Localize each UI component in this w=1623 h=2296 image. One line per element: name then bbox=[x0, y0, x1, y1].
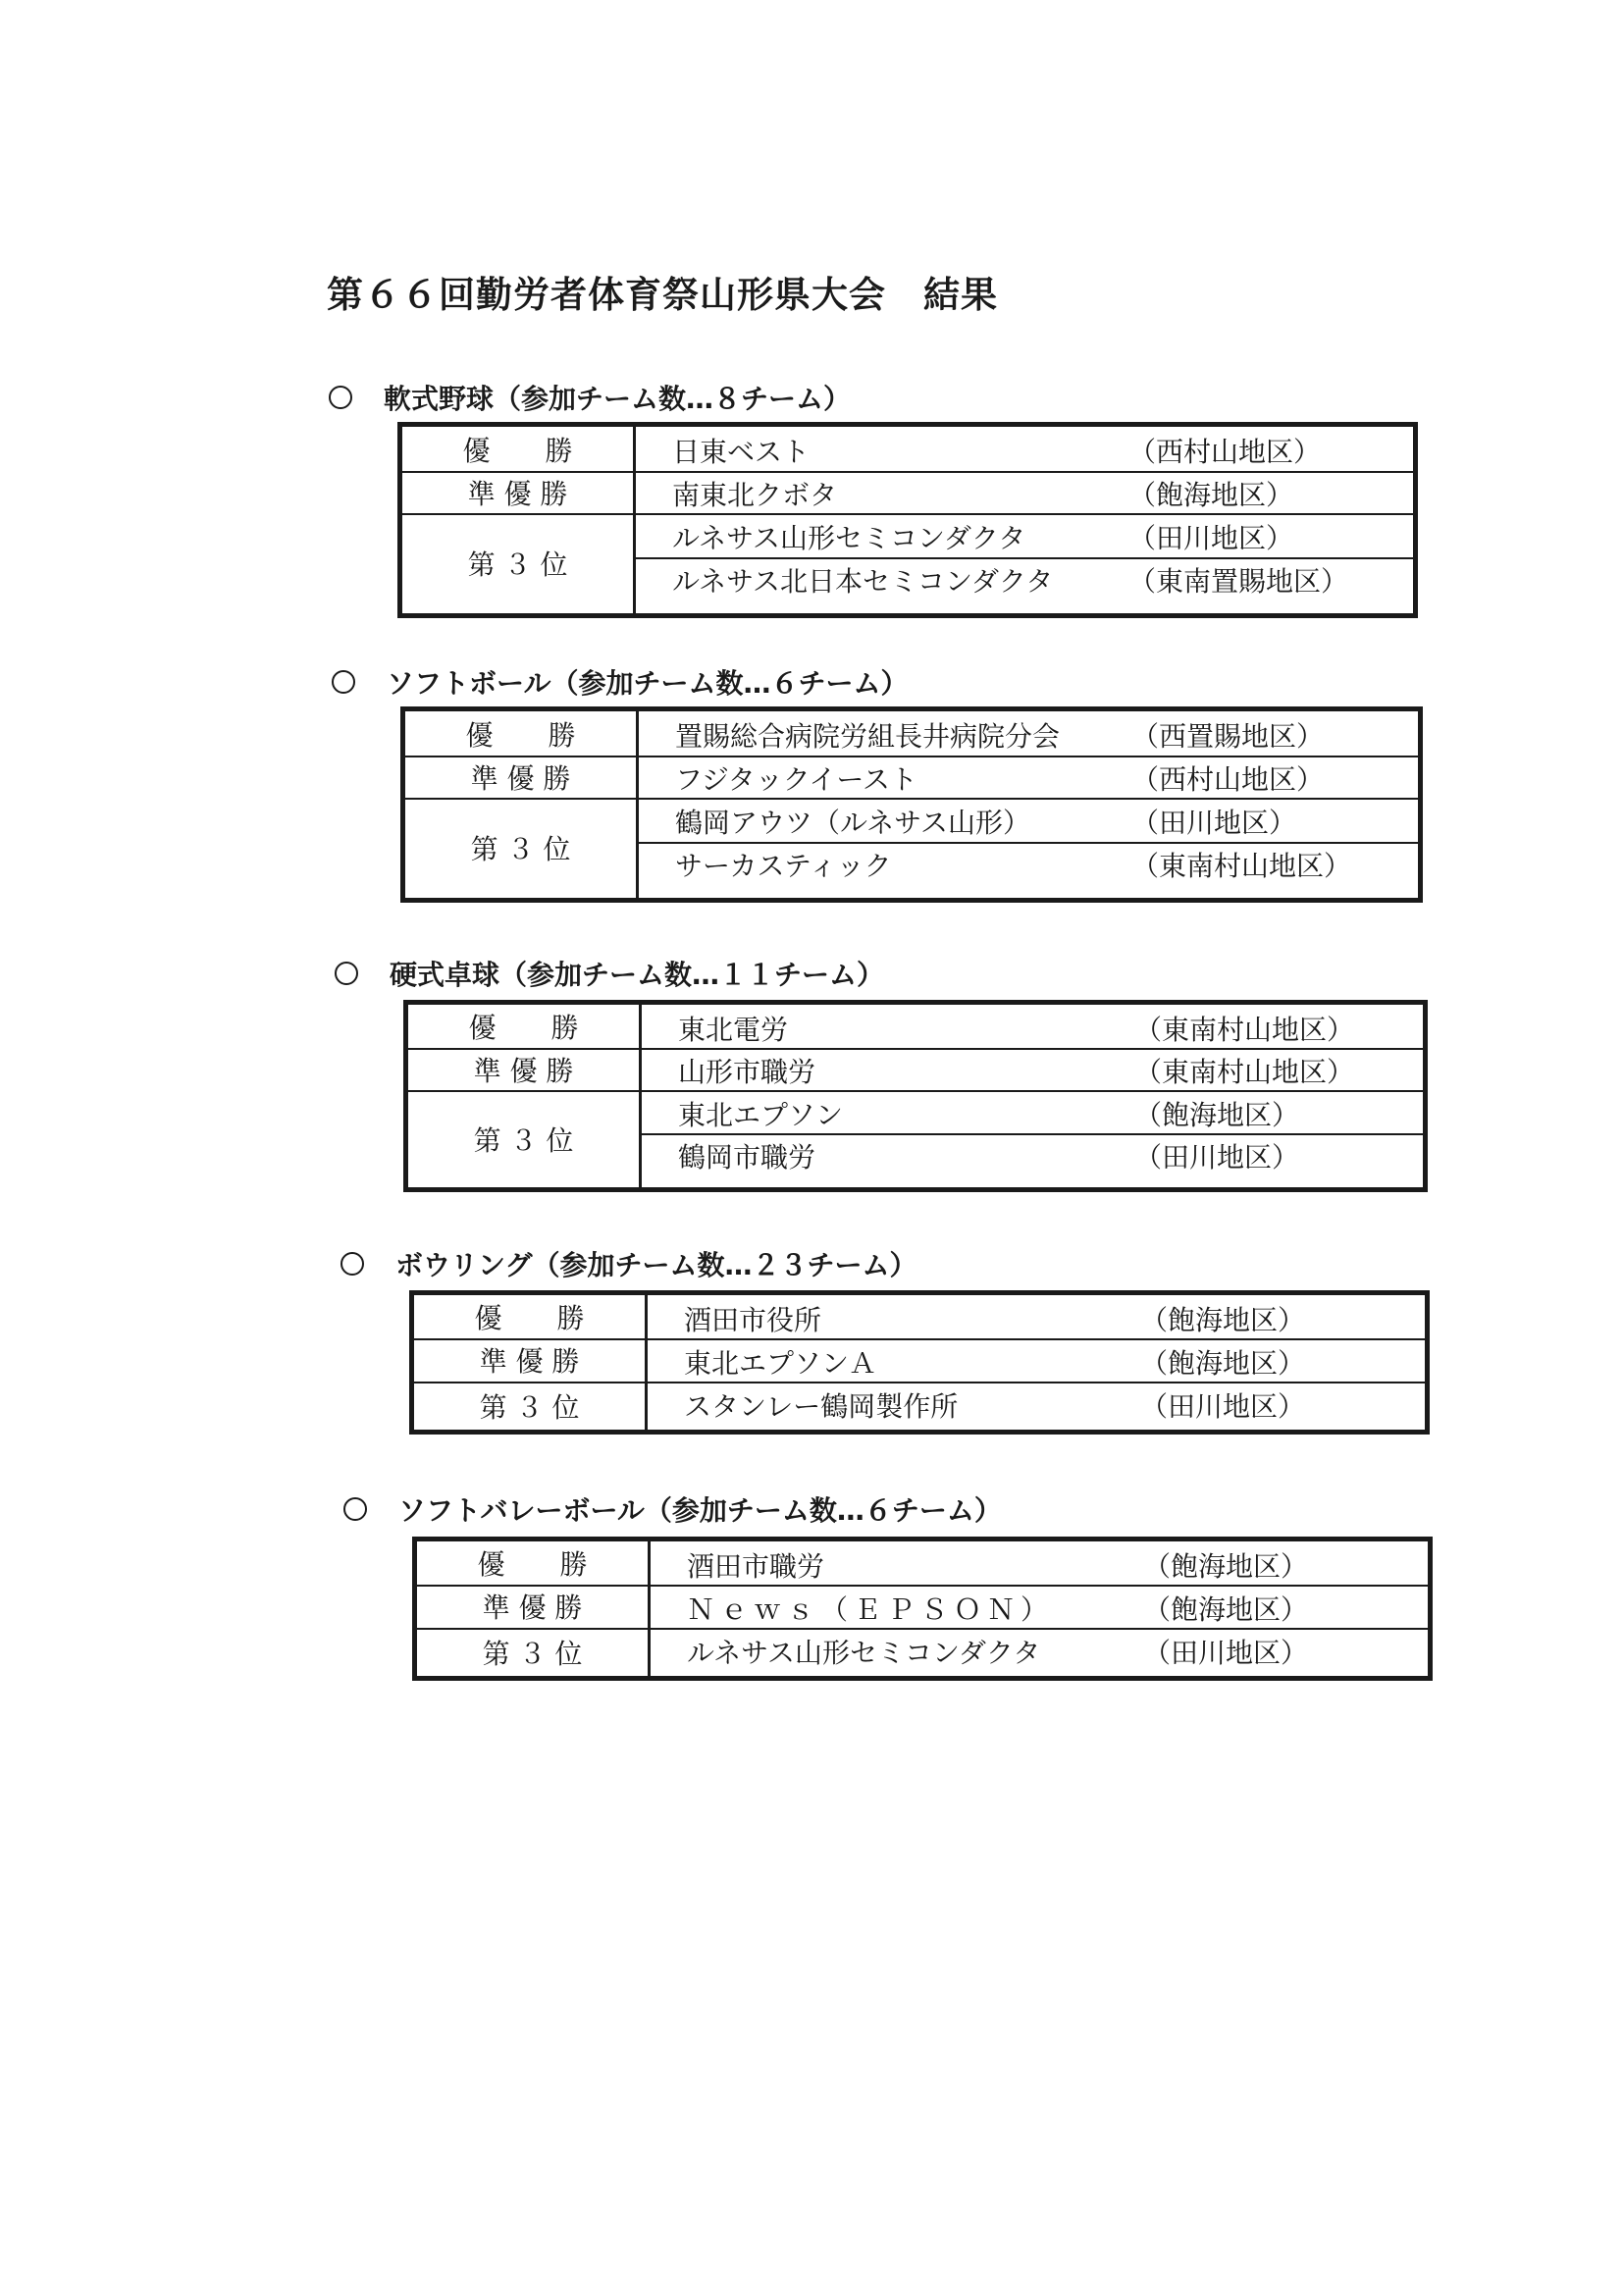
section-heading-text: ソフトバレーボール（参加チーム数…６チーム） bbox=[398, 1494, 1002, 1527]
rank-cell-winner: 優 勝 bbox=[465, 718, 576, 752]
result-table bbox=[397, 422, 1418, 618]
team-name: 置賜総合病院労組長井病院分会 bbox=[675, 720, 1061, 753]
row-divider bbox=[636, 842, 1418, 844]
column-divider bbox=[639, 1005, 642, 1187]
section-bowling bbox=[340, 1244, 1420, 1424]
column-divider bbox=[645, 1295, 648, 1430]
region-name: （田川地区） bbox=[1134, 1141, 1300, 1174]
region-name: （田川地区） bbox=[1143, 1637, 1309, 1669]
team-name: サーカスティック bbox=[675, 850, 892, 882]
team-name: 鶴岡市職労 bbox=[678, 1141, 816, 1174]
rank-cell-winner: 優 勝 bbox=[462, 434, 573, 467]
circle-bullet-icon bbox=[335, 962, 358, 985]
section-heading-text: ボウリング（参加チーム数…２３チーム） bbox=[395, 1249, 917, 1281]
region-name: （田川地区） bbox=[1131, 807, 1297, 839]
region-name: （西村山地区） bbox=[1128, 436, 1322, 468]
team-name: 日東ベスト bbox=[672, 436, 811, 468]
section-heading bbox=[332, 662, 1411, 702]
team-name: 東北電労 bbox=[678, 1014, 789, 1046]
rank-cell-runner-up: 準 優 勝 bbox=[473, 1054, 574, 1087]
team-name: Ｎｅｗｓ（ＥＰＳＯＮ） bbox=[687, 1593, 1055, 1626]
region-name: （飽海地区） bbox=[1143, 1550, 1309, 1583]
row-divider bbox=[633, 557, 1413, 559]
region-name: （西村山地区） bbox=[1131, 763, 1325, 796]
result-table bbox=[409, 1290, 1430, 1435]
row-divider bbox=[639, 1133, 1423, 1135]
team-name: ルネサス山形セミコンダクタ bbox=[672, 522, 1026, 554]
team-name: スタンレー鶴岡製作所 bbox=[684, 1390, 959, 1423]
rank-cell-winner: 優 勝 bbox=[477, 1548, 588, 1581]
rank-cell-winner: 優 勝 bbox=[474, 1302, 585, 1334]
rank-cell-third: 第 ３ 位 bbox=[467, 548, 568, 581]
region-name: （東南村山地区） bbox=[1134, 1056, 1355, 1088]
section-soft-volleyball bbox=[343, 1489, 1423, 1670]
rank-cell-runner-up: 準 優 勝 bbox=[482, 1592, 583, 1624]
column-divider bbox=[636, 711, 639, 898]
team-name: ルネサス北日本セミコンダクタ bbox=[672, 565, 1054, 598]
region-name: （東南置賜地区） bbox=[1128, 565, 1349, 598]
rank-cell-third: 第 ３ 位 bbox=[473, 1123, 574, 1157]
section-heading bbox=[329, 378, 1408, 417]
rank-cell-runner-up: 準 優 勝 bbox=[467, 477, 568, 510]
team-name: 東北エプソンＡ bbox=[684, 1347, 877, 1380]
page-title: 第６６回勤労者体育祭山形県大会 結果 bbox=[327, 274, 998, 316]
column-divider bbox=[633, 427, 636, 613]
section-softball bbox=[332, 662, 1411, 882]
region-name: （田川地区） bbox=[1140, 1390, 1306, 1423]
team-name: 東北エプソン bbox=[678, 1099, 844, 1131]
result-table bbox=[412, 1537, 1433, 1681]
circle-bullet-icon bbox=[329, 386, 352, 409]
section-heading bbox=[335, 954, 1414, 993]
team-name: ルネサス山形セミコンダクタ bbox=[687, 1637, 1041, 1669]
circle-bullet-icon bbox=[332, 670, 355, 694]
column-divider bbox=[648, 1541, 651, 1676]
result-table bbox=[400, 706, 1423, 903]
team-name: 南東北クボタ bbox=[672, 479, 838, 511]
team-name: 鶴岡アウツ（ルネサス山形） bbox=[675, 807, 1031, 839]
circle-bullet-icon bbox=[343, 1497, 367, 1521]
rank-cell-runner-up: 準 優 勝 bbox=[479, 1345, 580, 1378]
rank-cell-third: 第 ３ 位 bbox=[482, 1637, 583, 1670]
section-heading bbox=[340, 1244, 1420, 1283]
circle-bullet-icon bbox=[340, 1252, 364, 1276]
section-heading-text: 硬式卓球（参加チーム数…１１チーム） bbox=[390, 959, 885, 991]
rank-cell-third: 第 ３ 位 bbox=[479, 1390, 580, 1424]
section-softball-baseball bbox=[329, 378, 1408, 598]
region-name: （西置賜地区） bbox=[1131, 720, 1325, 753]
section-heading-text: ソフトボール（参加チーム数…６チーム） bbox=[387, 667, 909, 700]
team-name: 酒田市役所 bbox=[684, 1304, 822, 1336]
team-name: 山形市職労 bbox=[678, 1056, 816, 1088]
section-heading-text: 軟式野球（参加チーム数…８チーム） bbox=[384, 383, 852, 415]
section-table-tennis bbox=[335, 954, 1414, 1174]
section-heading bbox=[343, 1489, 1423, 1529]
region-name: （田川地区） bbox=[1128, 522, 1294, 554]
region-name: （東南村山地区） bbox=[1131, 850, 1352, 882]
region-name: （飽海地区） bbox=[1140, 1347, 1306, 1380]
rank-cell-third: 第 ３ 位 bbox=[470, 833, 571, 865]
region-name: （飽海地区） bbox=[1143, 1593, 1309, 1626]
region-name: （飽海地区） bbox=[1140, 1304, 1306, 1336]
rank-cell-runner-up: 準 優 勝 bbox=[470, 761, 571, 795]
rank-cell-winner: 優 勝 bbox=[468, 1012, 579, 1044]
region-name: （東南村山地区） bbox=[1134, 1014, 1355, 1046]
team-name: フジタックイースト bbox=[675, 763, 917, 796]
region-name: （飽海地区） bbox=[1128, 479, 1294, 511]
team-name: 酒田市職労 bbox=[687, 1550, 825, 1583]
result-table bbox=[403, 1000, 1428, 1192]
region-name: （飽海地区） bbox=[1134, 1099, 1300, 1131]
